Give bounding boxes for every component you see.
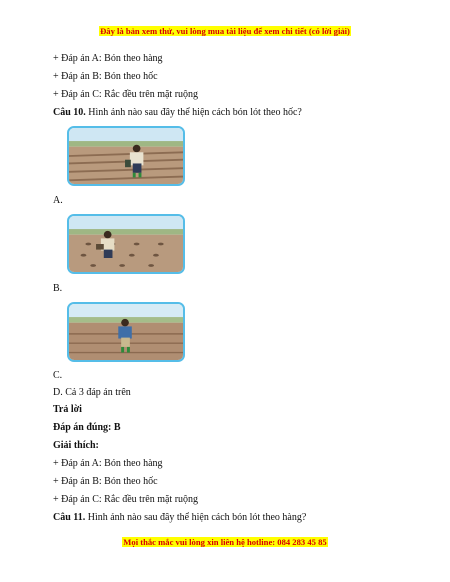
explanation-heading: Giải thích: bbox=[53, 440, 99, 451]
question-11 bbox=[53, 512, 306, 524]
explanation-c: + Đáp án C: Rắc đều trên mặt ruộng bbox=[53, 494, 199, 505]
question-11-text: Hình ảnh nào sau đây thể hiện cách bón lót theo hàng? bbox=[87, 512, 307, 523]
choice-b-label: B. bbox=[53, 283, 63, 294]
question-10 bbox=[53, 107, 302, 119]
correct-answer: Đáp án đúng: B bbox=[53, 422, 121, 433]
answer-heading: Trả lời bbox=[53, 404, 82, 415]
q10-option-b: + Đáp án B: Bón theo hốc bbox=[53, 71, 158, 82]
question-10-text: Hình ảnh nào sau đây thể hiện cách bón lót theo hốc? bbox=[88, 107, 302, 118]
image-option-a bbox=[67, 126, 185, 186]
explanation-a: + Đáp án A: Bón theo hàng bbox=[53, 458, 163, 469]
footer-banner: Mọi thắc mắc vui lòng xin liên hệ hotline: 084 283 45 85 bbox=[123, 537, 327, 547]
q10-option-c: + Đáp án C: Rắc đều trên mặt ruộng bbox=[53, 89, 199, 100]
choice-d-label: D. Cả 3 đáp án trên bbox=[53, 387, 131, 398]
explanation-b: + Đáp án B: Bón theo hốc bbox=[53, 476, 158, 487]
question-10-number: Câu 10. bbox=[53, 107, 86, 118]
header-banner: Đây là bản xem thử, vui lòng mua tài liệu để xem chi tiết (có lời giải) bbox=[100, 26, 350, 36]
choice-c-label: C. bbox=[53, 370, 63, 381]
q10-option-a: + Đáp án A: Bón theo hàng bbox=[53, 53, 163, 64]
question-11-number: Câu 11. bbox=[53, 512, 86, 523]
image-option-b bbox=[67, 214, 185, 274]
choice-a-label: A. bbox=[53, 195, 63, 206]
image-option-c bbox=[67, 302, 185, 362]
